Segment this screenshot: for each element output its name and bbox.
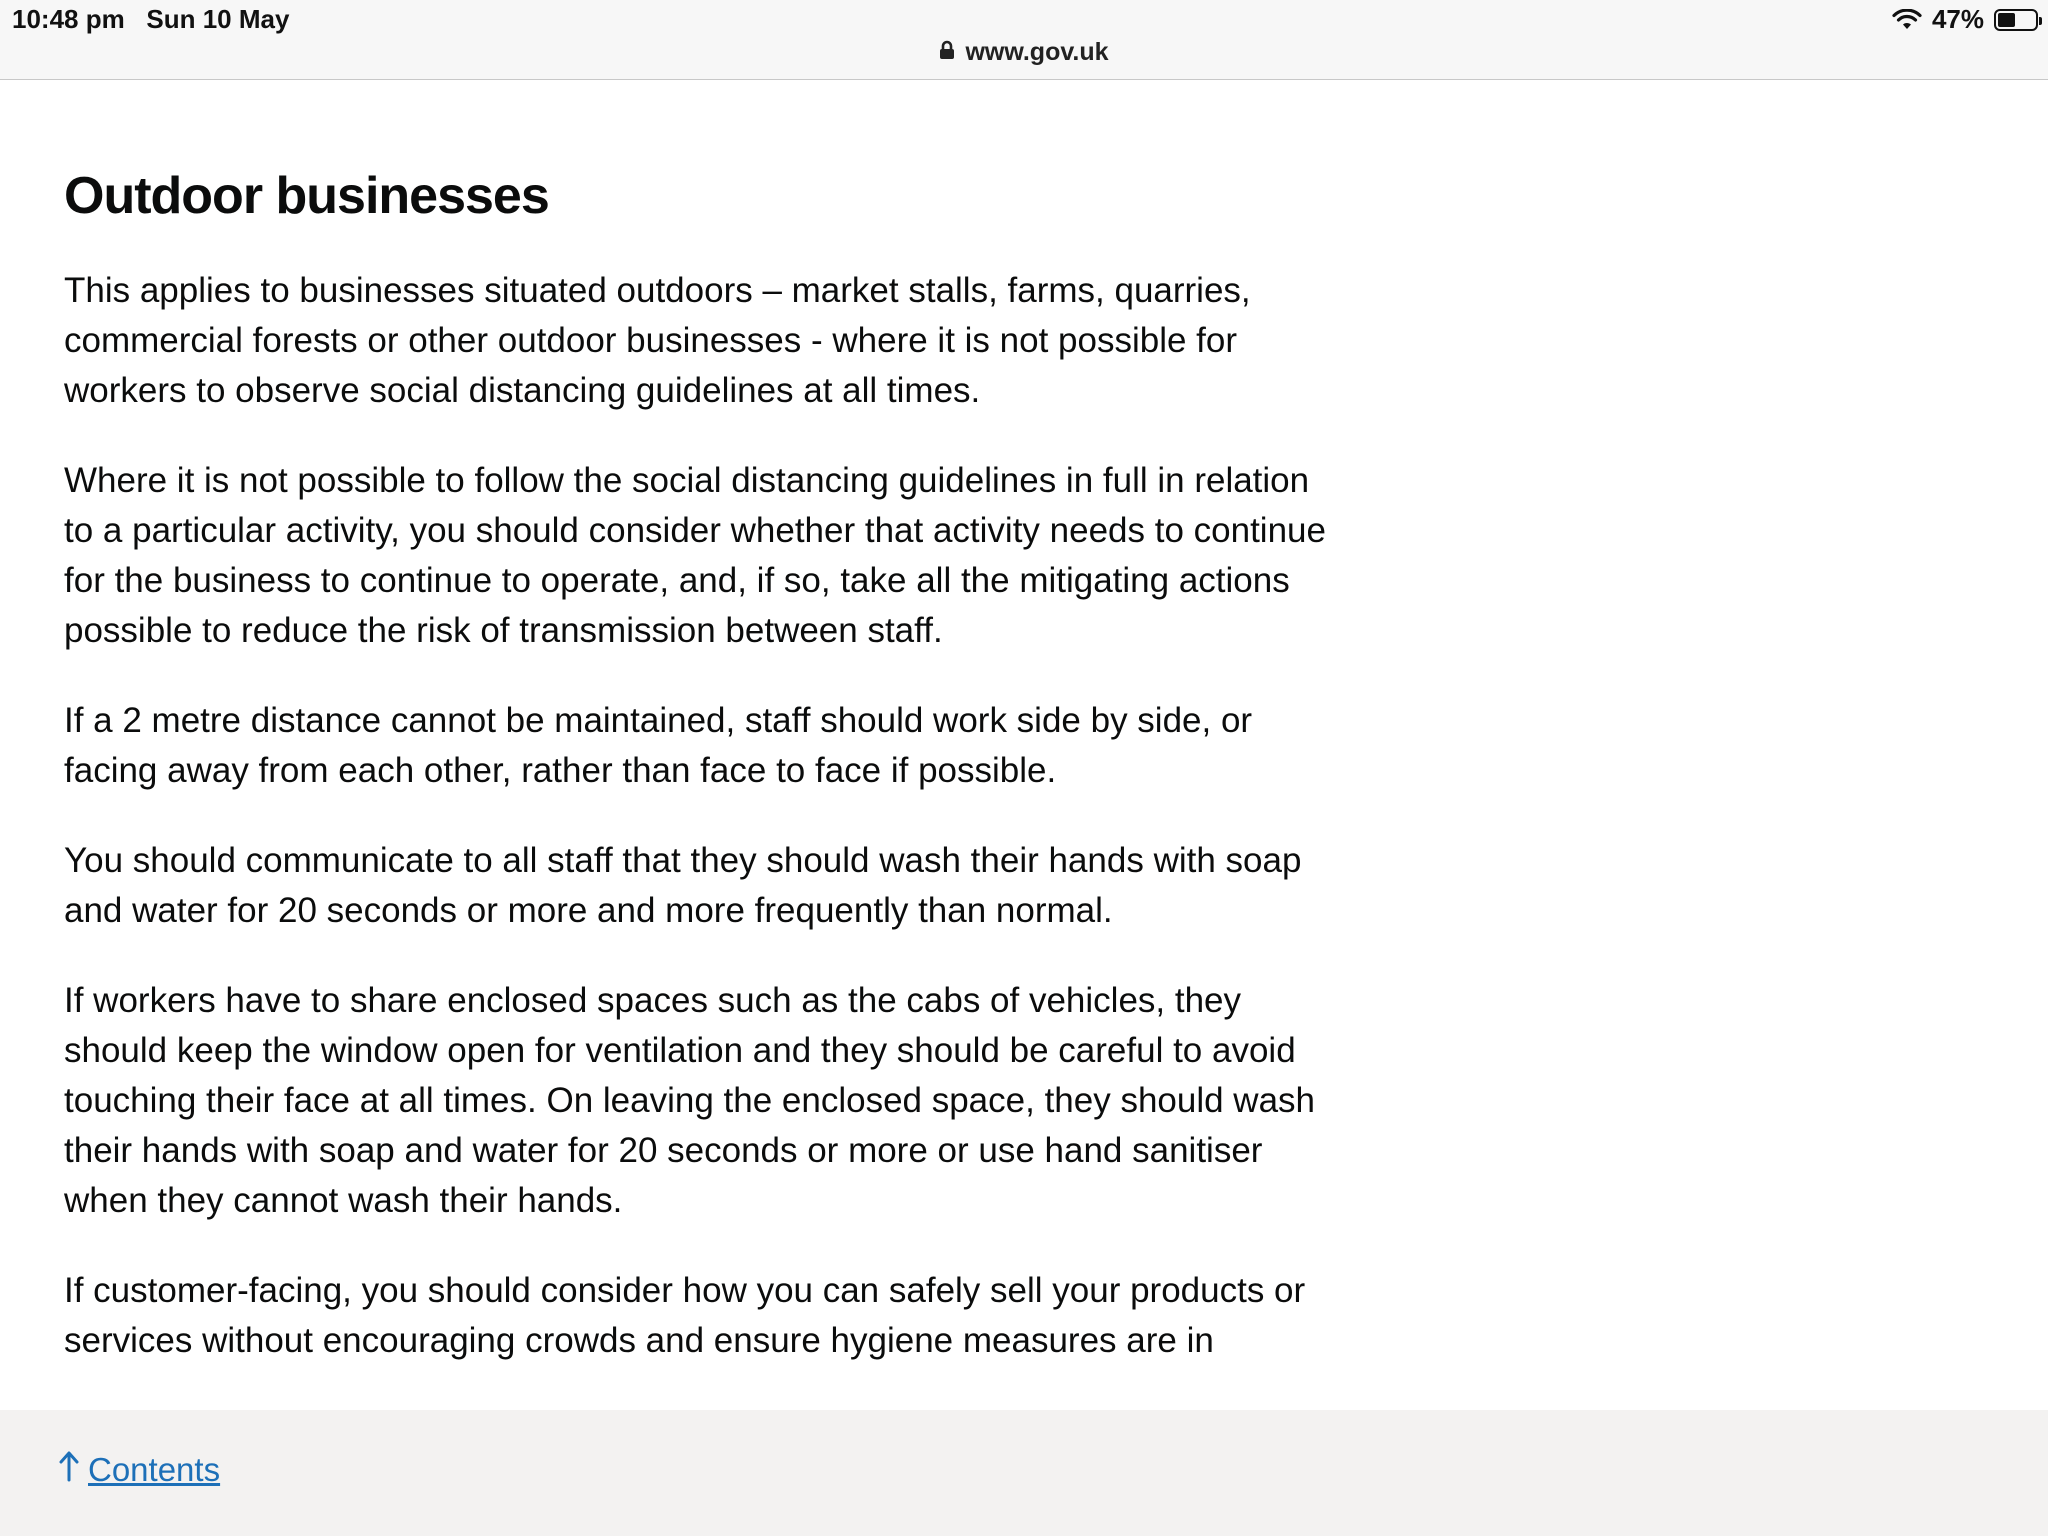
arrow-up-icon — [58, 1450, 80, 1490]
contents-link[interactable] — [58, 1450, 220, 1490]
article-content — [64, 80, 1344, 1366]
contents-link-label[interactable]: Contents — [88, 1451, 221, 1488]
status-time: 10:48 pm Sun 10 May — [12, 4, 290, 34]
url-bar[interactable] — [0, 38, 2048, 67]
paragraph-enclosed-spaces: If workers have to share enclosed spaces such as the cabs of vehicles, they should keep the window open for ventilation and they should be careful to avoid touching their face at all times. On leaving the enclosed space, they should wash their hands with soap and water for 20 seconds or more or use hand sanitiser when they cannot wash their hands. — [64, 981, 1316, 1220]
paragraph-customer-facing: If customer-facing, you should consider how you can safely sell your products or services without encouraging crowds and ensure hygiene measures are in — [64, 1271, 1306, 1360]
battery-cap — [2039, 17, 2042, 25]
paragraph-handwashing: You should communicate to all staff that they should wash their hands with soap and water for 20 seconds or more and more frequently than normal. — [64, 841, 1302, 930]
battery-icon — [1994, 9, 2038, 31]
status-indicators — [1892, 4, 2038, 35]
paragraph-mitigation: Where it is not possible to follow the social distancing guidelines in full in relation to a particular activity, you should consider whether that activity needs to continue for the business to continue to operate, and, if so, take all the mitigating actions possible to reduce the risk of transmission between staff. — [64, 461, 1326, 650]
url-text[interactable]: www.gov.uk — [965, 38, 1109, 66]
page-title: Outdoor businesses — [64, 167, 549, 225]
contents-footer-bar — [0, 1410, 2048, 1536]
status-bar — [0, 0, 2048, 80]
paragraph-distance: If a 2 metre distance cannot be maintained, staff should work side by side, or facing away from each other, rather than face to face if possible. — [64, 701, 1253, 790]
wifi-icon — [1892, 9, 1922, 31]
paragraph-scope: This applies to businesses situated outdoors – market stalls, farms, quarries, commercial forests or other outdoor businesses - where it is not possible for workers to observe social distancing guidelines at all times. — [64, 271, 1251, 410]
battery-fill — [1998, 13, 2015, 27]
battery-percent: 47% — [1931, 4, 1984, 34]
lock-icon — [939, 38, 955, 67]
